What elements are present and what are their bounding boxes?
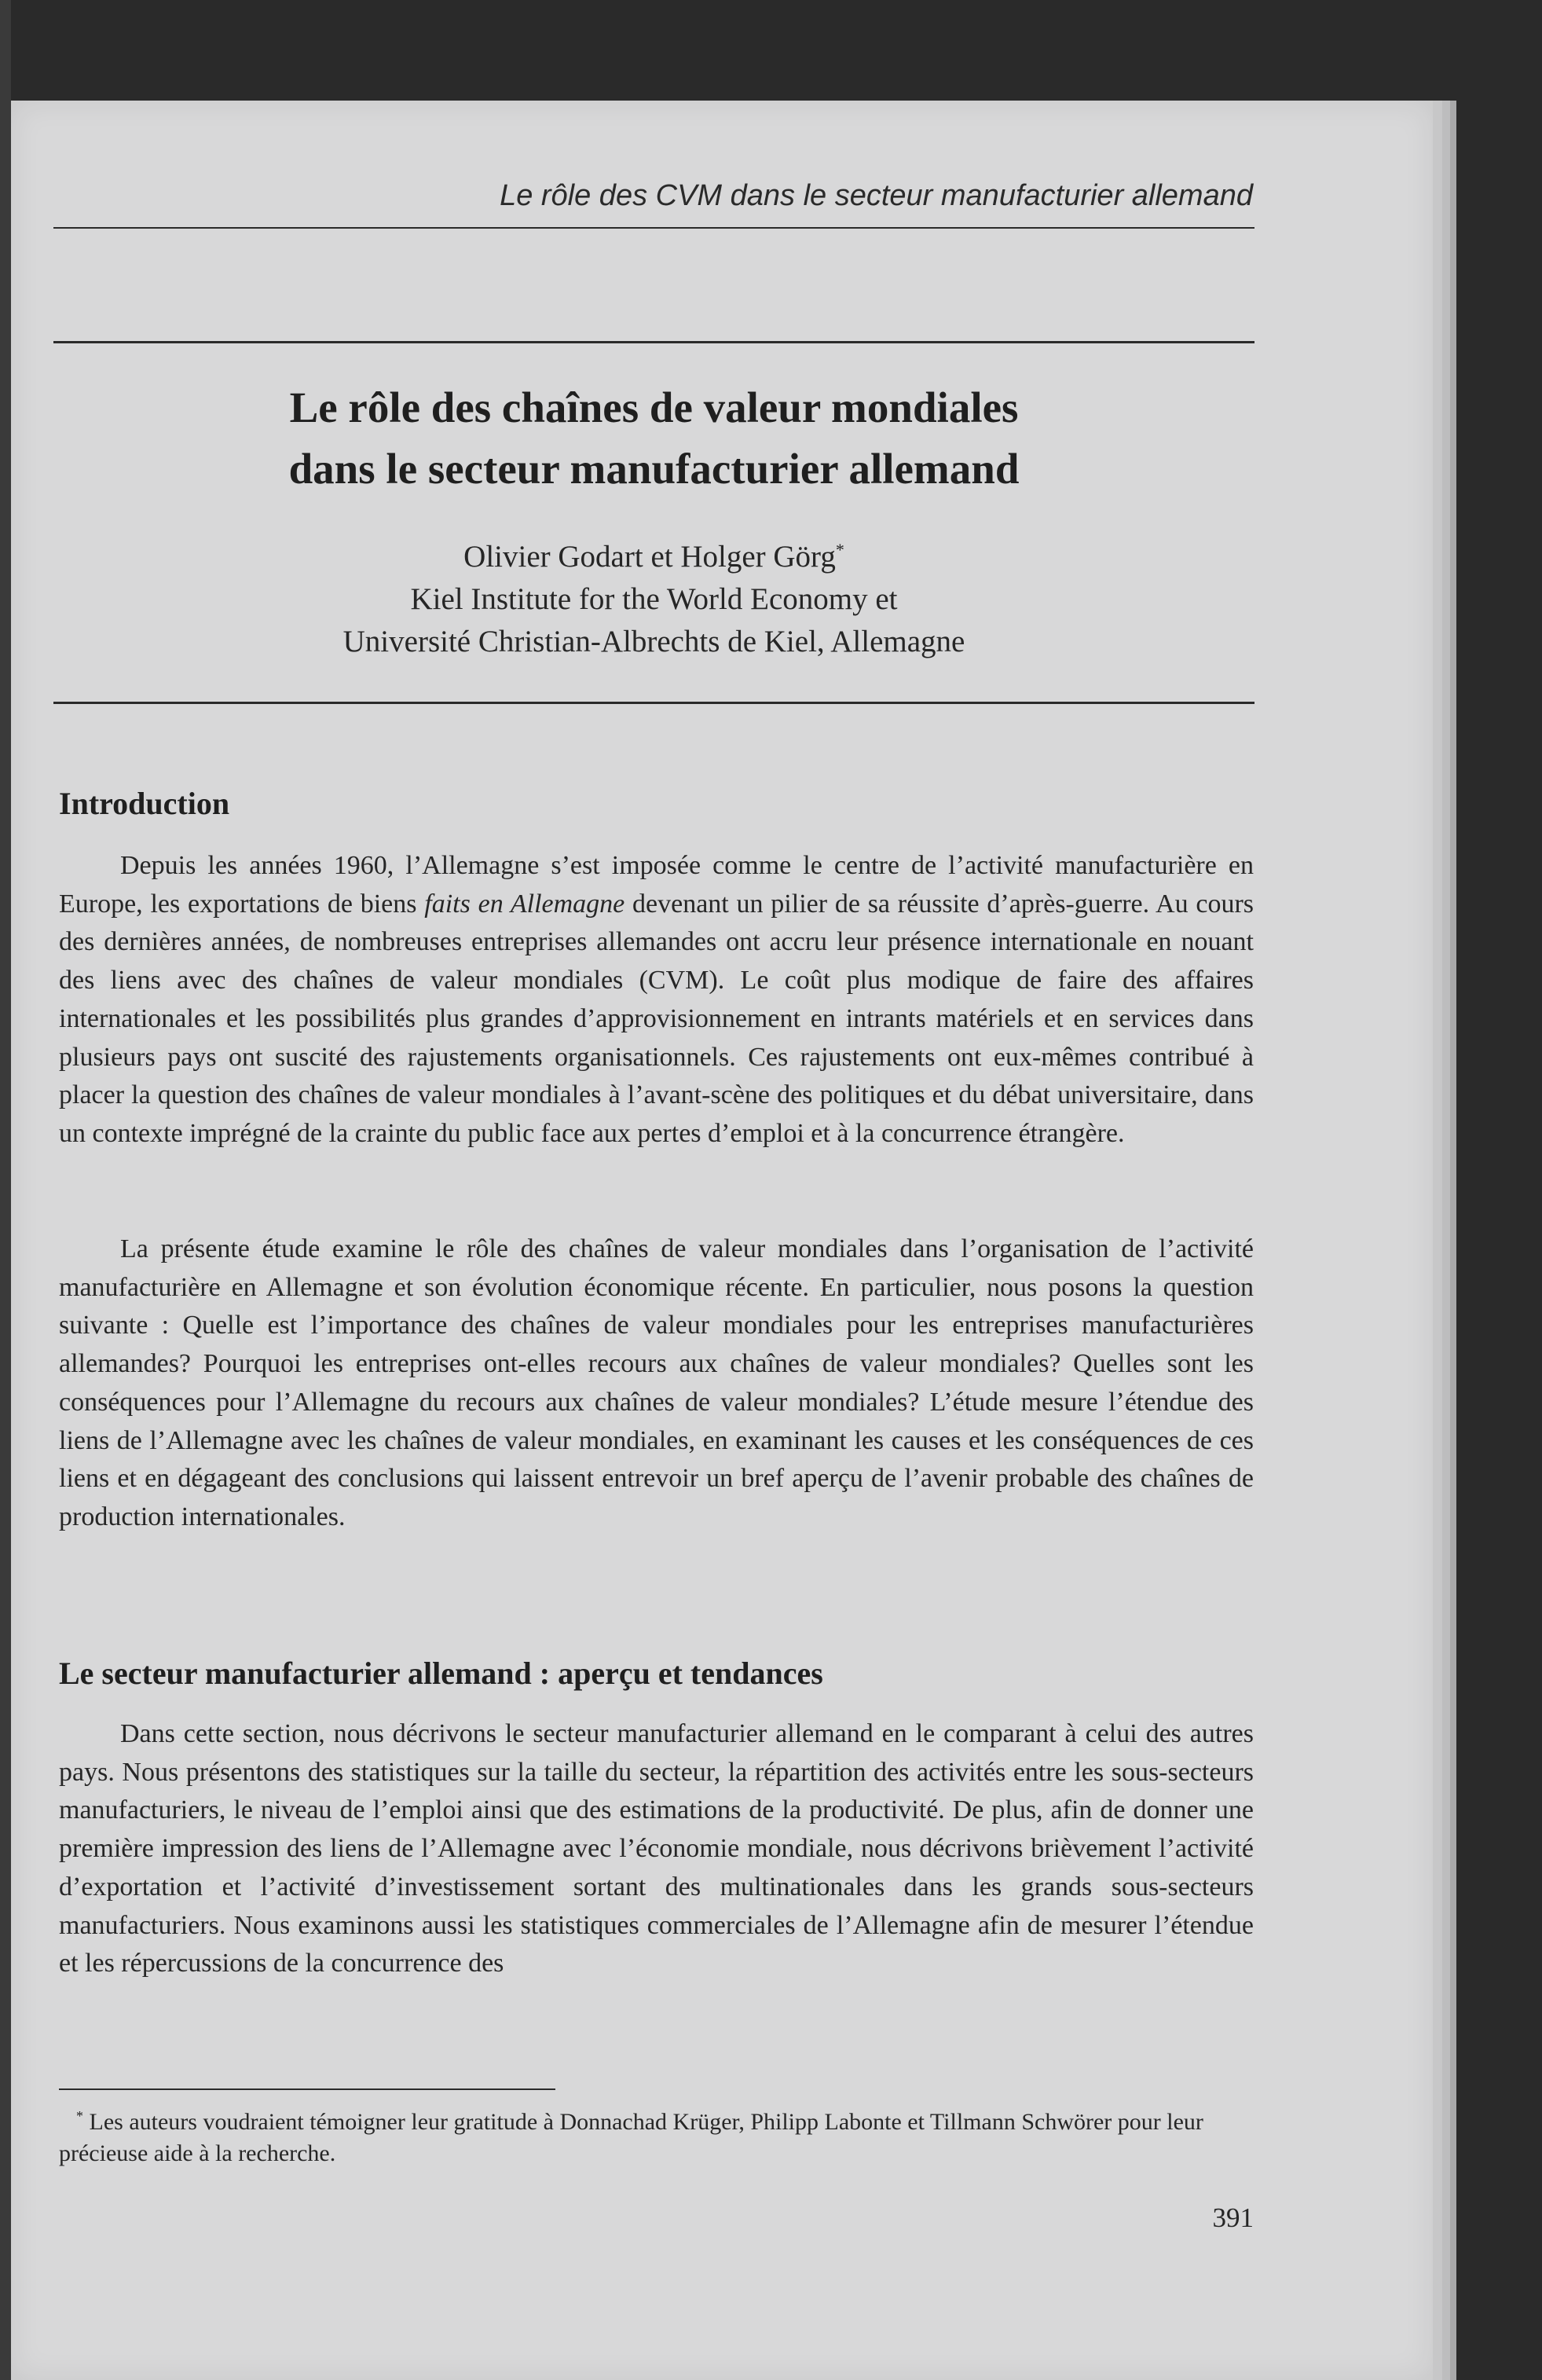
footnote-marker: * [76,2108,83,2124]
footnote-text: Les auteurs voudraient témoigner leur gratitude à Donnachad Krüger, Philipp Labonte et Tillmann Schwörer pour leur précieuse aide à la recherche. [59,2109,1203,2166]
title-line: dans le secteur manufacturier allemand [288,445,1020,493]
paragraph-text: Depuis les années 1960, l’Allemagne s’est imposée comme le centre de l’activité manufacturière en Europe, les exportations de biens [59,851,1254,919]
article-title [53,377,1254,500]
section-heading-secteur: Le secteur manufacturier allemand : aperçu et tendances [59,1656,823,1691]
italic-phrase: faits en Allemagne [424,889,625,919]
title-line: Le rôle des chaînes de valeur mondiales [289,383,1019,431]
body-paragraph: La présente étude examine le rôle des chaînes de valeur mondiales dans l’organisation de l’activité manufacturière en Allemagne et son évolution économique récente. En particulier, nous posons la question suivante : Quelle est l’importance des chaînes de valeur mondiales pour les entreprises manufacturières allemandes? Pourquoi les entreprises ont-elles recours aux chaînes de valeur mondiales? Quelles sont les conséquences pour l’Allemagne du recours aux chaînes de valeur mondiales? L’étude mesure l’étendue des liens de l’Allemagne avec les chaînes de valeur mondiales, en examinant les causes et les conséquences de ces liens et en dégageant des conclusions qui laissent entrevoir un bref aperçu de l’avenir probable des chaînes de production internationales. [59,1234,1254,1531]
title-rule-bottom [53,702,1254,704]
body-paragraph: Dans cette section, nous décrivons le secteur manufacturier allemand en le comparant à celui des autres pays. Nous présentons des statistiques sur la taille du secteur, la répartition des activités entre les sous-secteurs manufacturiers, le niveau de l’emploi ainsi que des estimations de la productivité. De plus, afin de donner une première impression des liens de l’Allemagne avec l’économie mondiale, nous décrivons brièvement l’activité d’exportation et l’activité d’investissement sortant des multinationales dans les grands sous-secteurs manufacturiers. Nous examinons aussi les statistiques commerciales de l’Allemagne afin de mesurer l’étendue et les répercussions de la concurrence des [59,1719,1254,1978]
author-names [53,536,1254,578]
footnote-marker: * [835,540,844,559]
section-heading-introduction: Introduction [59,786,230,821]
title-rule-top [53,341,1254,343]
footnote-rule [59,2088,555,2090]
paragraph-text: devenant un pilier de sa réussite d’après-guerre. Au cours des dernières années, de nombreuses entreprises allemandes ont accru leur présence internationale en nouant des liens avec des chaînes de valeur mondiales (CVM). Le coût plus modique de faire des affaires internationales et les possibilités plus grandes d’approvisionnement en intrants matériels et en services dans plusieurs pays ont suscité des rajustements organisationnels. Ces rajustements ont eux-mêmes contribué à placer la question des chaînes de valeur mondiales à l’avant-scène des politiques et du débat universitaire, dans un contexte imprégné de la crainte du public face aux pertes d’emploi et à la concurrence étrangère. [59,889,1254,1148]
author-names-text: Olivier Godart et Holger Görg [463,540,836,574]
affiliation-line: Université Christian-Albrechts de Kiel, Allemagne [342,625,965,658]
footnote [59,2107,1254,2169]
affiliation-line: Kiel Institute for the World Economy et [410,582,898,616]
page-number: 391 [1212,2202,1254,2233]
author-block [53,536,1254,663]
body-paragraph [59,847,1254,1153]
running-head-rule [53,227,1254,229]
running-head: Le rôle des CVM dans le secteur manufacturier allemand [500,179,1253,212]
